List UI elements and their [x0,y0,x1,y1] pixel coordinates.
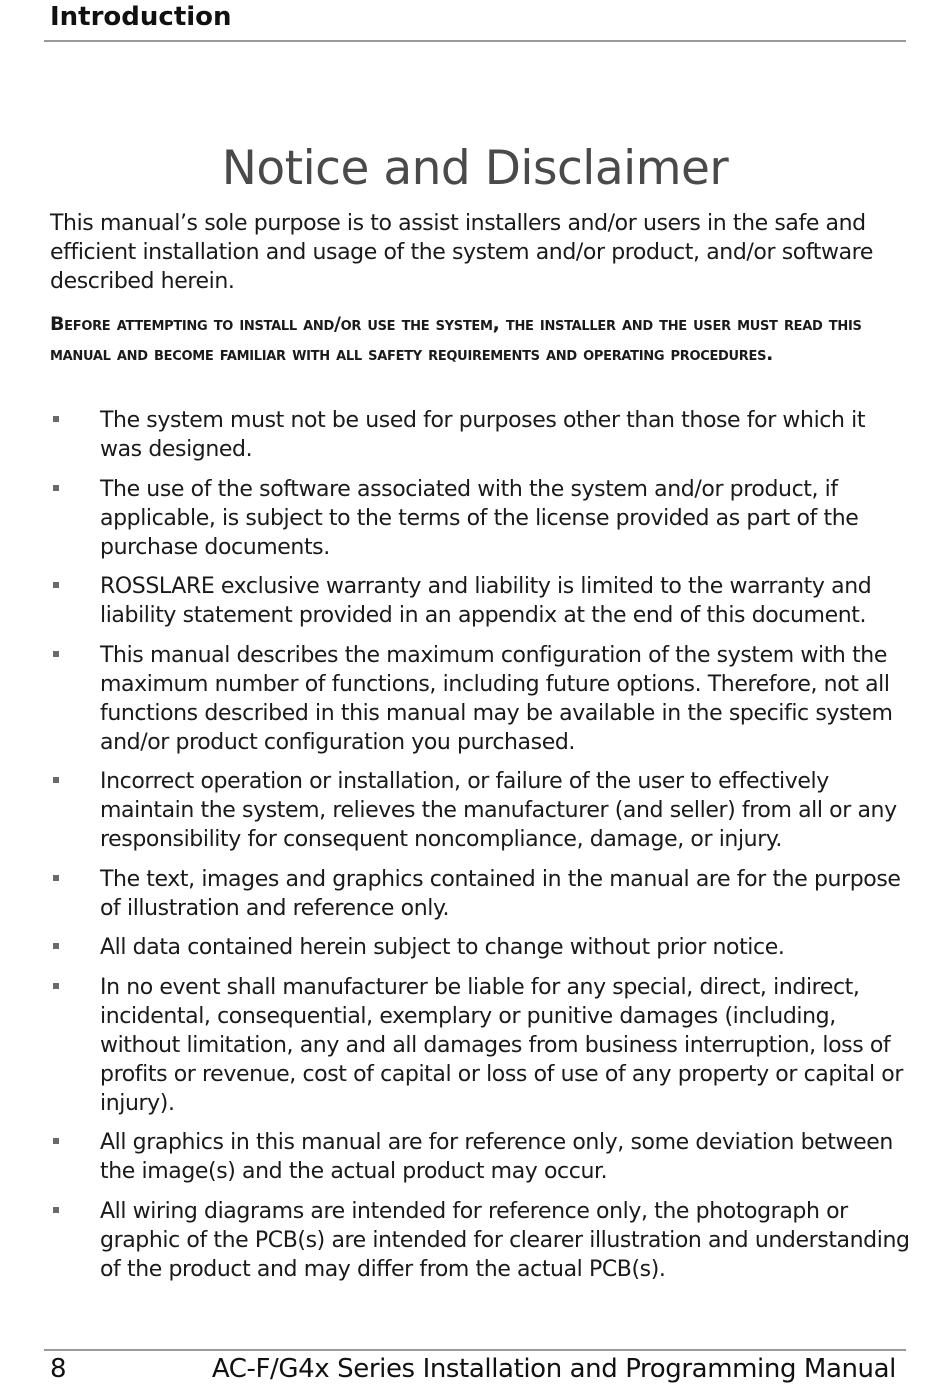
list-item [50,933,910,962]
list-item-text: In no event shall manufacturer be liable for any special, direct, indirect, incidental, consequential, exemplary or punitive damages (including, without limitation, any and all damages from business interruption, loss of profits or revenue, cost of capital or loss of use of any property or capital or injury). [100,974,903,1116]
list-item [50,572,910,630]
bullet-square-icon [53,983,59,989]
bullet-square-icon [53,1138,59,1144]
list-item [50,641,910,757]
disclaimer-list [50,406,910,1294]
list-item-text: This manual describes the maximum configuration of the system with the maximum number of functions, including future options. Therefore, not all functions described in this manual may be available in the specific system and/or product configuration you purchased. [100,642,893,755]
list-item [50,1197,910,1284]
bullet-square-icon [53,943,59,949]
document-title: AC-F/G4x Series Installation and Programming Manual [211,1354,896,1384]
list-item [50,865,910,923]
bullet-square-icon [53,582,59,588]
list-item-text: The text, images and graphics contained in the manual are for the purpose of illustration and reference only. [100,866,901,921]
bullet-square-icon [53,416,59,422]
header-divider [44,40,906,42]
list-item [50,1128,910,1186]
list-item-text: The system must not be used for purposes other than those for which it was designed. [100,408,866,462]
footer-divider [44,1349,906,1351]
bullet-square-icon [53,875,59,881]
bullet-square-icon [53,485,59,491]
warning-paragraph: Before attempting to install and/or use the system, the installer and the user must read this manual and become familiar with all safety requirements and operating procedures. [50,313,862,365]
list-item-text: All data contained herein subject to change without prior notice. [100,935,785,960]
list-item [50,973,910,1118]
intro-paragraph: This manual’s sole purpose is to assist installers and/or users in the safe and efficient installation and usage of the system and/or product, and/or software described herein. [50,211,873,294]
list-item-text: The use of the software associated with the system and/or product, if applicable, is subject to the terms of the license provided as part of the purchase documents. [100,476,859,560]
bullet-square-icon [53,1207,59,1213]
page-number: 8 [50,1354,67,1384]
bullet-square-icon [53,777,59,783]
bullet-square-icon [53,651,59,657]
list-item-text: All graphics in this manual are for reference only, some deviation between the image(s) and the actual product may occur. [100,1130,893,1184]
list-item-text: Incorrect operation or installation, or failure of the user to effectively maintain the system, relieves the manufacturer (and seller) from all or any responsibility for consequent noncompliance, damage, or injury. [100,769,897,852]
list-item [50,475,910,562]
list-item [50,767,910,854]
list-item-text: All wiring diagrams are intended for reference only, the photograph or graphic of the PCB(s) are intended for clearer illustration and understanding of the product and may differ from the actual PCB(s). [100,1198,910,1282]
list-item-text: ROSSLARE exclusive warranty and liability is limited to the warranty and liability statement provided in an appendix at the end of this document. [100,574,872,628]
section-header: Introduction [50,2,232,32]
page-title: Notice and Disclaimer [221,141,729,197]
list-item [50,406,910,464]
